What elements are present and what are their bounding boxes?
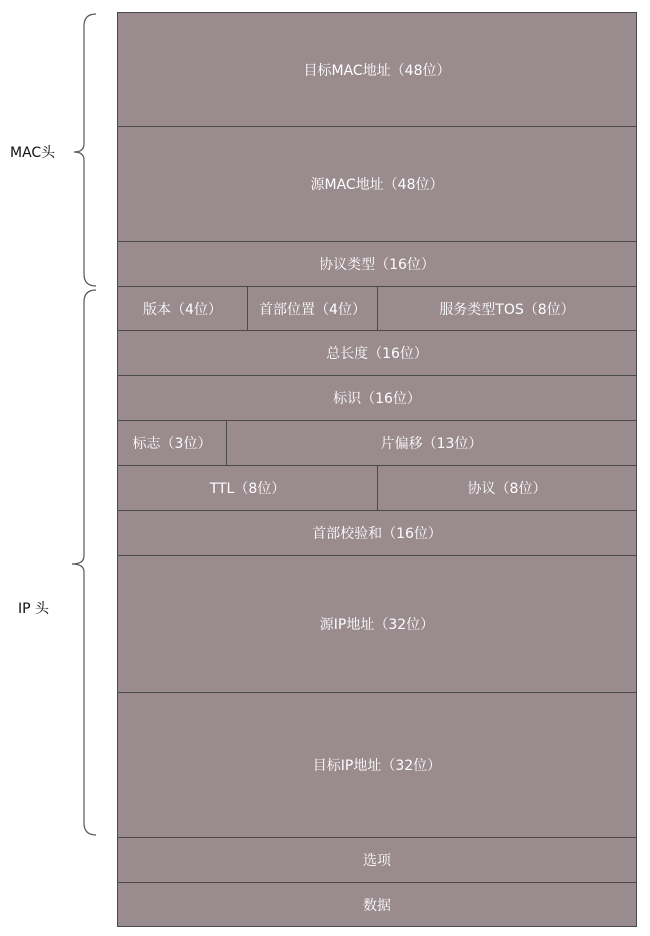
version-field: 版本（4位） <box>117 286 248 331</box>
checksum-field: 首部校验和（16位） <box>117 510 637 556</box>
protocol-field: 协议（8位） <box>377 465 637 511</box>
ip-header-label: IP 头 <box>18 601 50 617</box>
mac-header-label: MAC头 <box>10 145 56 161</box>
options-field: 选项 <box>117 837 637 883</box>
ttl-field: TTL（8位） <box>117 465 378 511</box>
fragment-offset-field: 片偏移（13位） <box>226 420 637 466</box>
tos-field: 服务类型TOS（8位） <box>377 286 637 331</box>
dst-ip-field: 目标IP地址（32位） <box>117 692 637 838</box>
identification-field: 标识（16位） <box>117 375 637 421</box>
total-length-field: 总长度（16位） <box>117 330 637 376</box>
data-field: 数据 <box>117 882 637 927</box>
protocol-type-field: 协议类型（16位） <box>117 241 637 287</box>
header-length-field: 首部位置（4位） <box>247 286 378 331</box>
flags-field: 标志（3位） <box>117 420 227 466</box>
src-mac-field: 源MAC地址（48位） <box>117 126 637 242</box>
mac-header-brace <box>74 14 96 286</box>
ip-header-brace <box>72 290 96 835</box>
src-ip-field: 源IP地址（32位） <box>117 555 637 693</box>
dst-mac-field: 目标MAC地址（48位） <box>117 12 637 127</box>
